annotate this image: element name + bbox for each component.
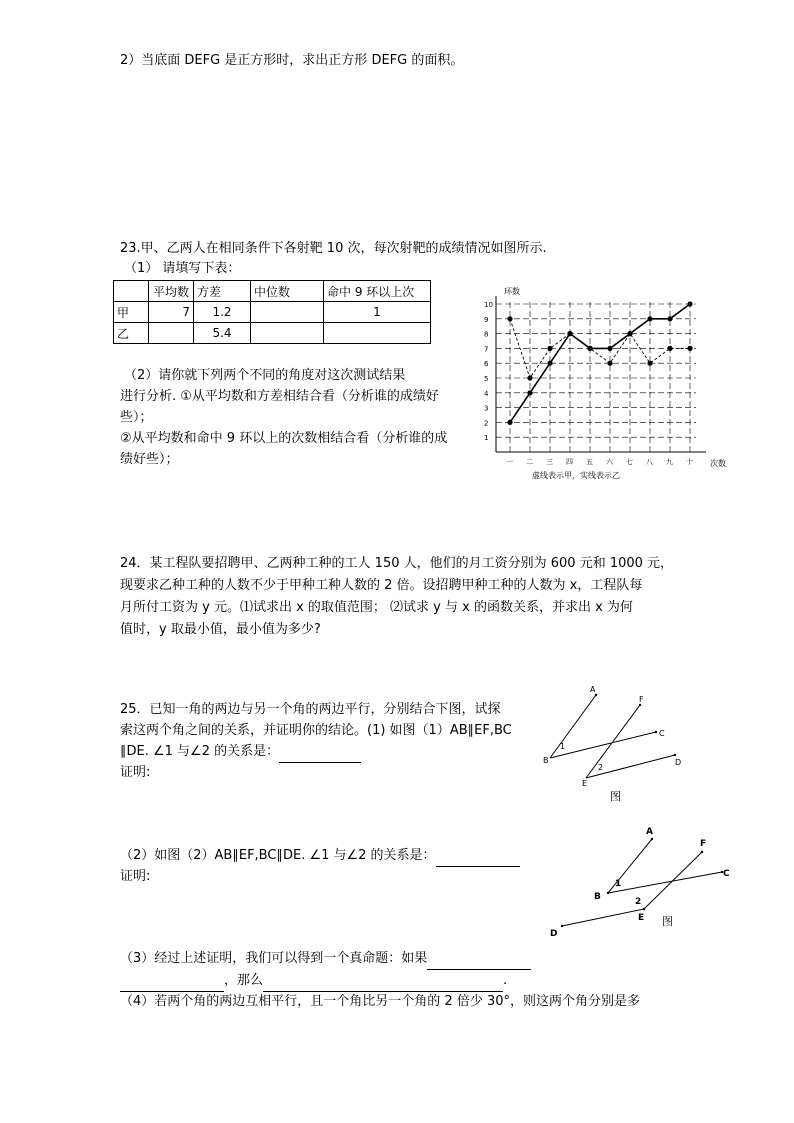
data-point — [507, 420, 512, 425]
q24-line3: 月所付工资为 y 元。⑴试求出 x 的取值范围； ⑵试求 y 与 x 的函数关系，并求出 x 为何 — [120, 600, 633, 615]
y-tick-label: 6 — [484, 360, 489, 369]
point-A-label: A — [646, 827, 653, 837]
q25-line2: 索这两个角之间的关系，并证明你的结论。(1) 如图（1）AB∥EF,BC — [120, 723, 512, 738]
q24-line2: 现要求乙种工种的人数不少于甲种工种人数的 2 倍。设招聘甲种工种的人数为 x，工程队每 — [120, 578, 643, 593]
y-tick-label: 8 — [484, 330, 489, 339]
y-tick-label: 9 — [484, 315, 489, 324]
answer-blank[interactable] — [427, 955, 531, 970]
data-point — [627, 331, 632, 336]
table-cell — [251, 302, 324, 323]
q23-sub2-line1: （2）请你就下列两个不同的角度对这次测试结果 — [124, 368, 406, 383]
answer-blank[interactable] — [436, 852, 520, 867]
point-D-label: D — [550, 929, 558, 939]
table-cell: 1 — [324, 302, 431, 323]
point-D-label: D — [675, 758, 682, 767]
q23-title: 23.甲、乙两人在相同条件下各射靶 10 次，每次射靶的成绩情况如图所示. — [120, 241, 547, 256]
point-E-label: E — [638, 913, 645, 923]
point-F-label: F — [700, 839, 707, 849]
q24-line1: 24．某工程队要招聘甲、乙两种工种的工人 150 人，他们的月工资分别为 600 元和 1000 元， — [120, 556, 674, 571]
data-point — [687, 301, 692, 306]
point-B-label: B — [594, 892, 601, 902]
table-cell — [149, 323, 194, 344]
x-axis-label: 次数 — [710, 459, 726, 468]
ray-EF — [644, 852, 702, 909]
q25-proof1: 证明: — [120, 765, 151, 780]
y-axis-label: 环数 — [504, 287, 520, 296]
table-header-cell: 方差 — [194, 281, 251, 302]
x-tick-label: 二 — [526, 458, 533, 466]
data-point — [687, 346, 692, 351]
y-tick-label: 1 — [484, 434, 489, 443]
point-E-label: E — [582, 779, 588, 788]
table-cell — [324, 323, 431, 344]
table-cell — [251, 323, 324, 344]
data-point — [607, 346, 612, 351]
data-point — [667, 316, 672, 321]
q25-part4: （4）若两个角的两边互相平行，且一个角比另一个角的 2 倍少 30°，则这两个角分别是多 — [120, 994, 640, 1009]
x-tick-label: 七 — [626, 458, 633, 466]
x-tick-label: 一 — [506, 458, 513, 466]
figure-caption: 图 — [610, 790, 621, 803]
q25-line1: 25．已知一角的两边与另一个角的两边平行，分别结合下图，试探 — [120, 702, 501, 717]
y-tick-label: 3 — [484, 404, 489, 413]
angle-2-label: 2 — [635, 897, 642, 907]
table-header-cell — [114, 281, 149, 302]
angle-1-label: 1 — [560, 742, 566, 751]
data-point — [527, 375, 532, 380]
point-C-label: C — [659, 729, 665, 738]
table-header-cell: 平均数 — [149, 281, 194, 302]
q25-figure-1 — [530, 680, 700, 805]
figure-caption: 图 — [662, 915, 673, 928]
point-B-label: B — [543, 756, 549, 765]
q25-part2 — [120, 845, 520, 867]
table-cell: 5.4 — [194, 323, 251, 344]
ray-BC — [608, 872, 722, 893]
answer-blank[interactable] — [279, 748, 361, 763]
angle-1-label: 1 — [615, 879, 622, 889]
table-cell: 7 — [149, 302, 194, 323]
x-tick-label: 四 — [566, 458, 573, 466]
table-row — [114, 302, 431, 323]
answer-blank[interactable] — [120, 977, 224, 992]
y-tick-label: 4 — [484, 389, 489, 398]
data-point — [507, 316, 512, 321]
data-point — [547, 361, 552, 366]
point-C-label: C — [723, 869, 730, 879]
data-point — [547, 346, 552, 351]
x-tick-label: 九 — [666, 458, 673, 466]
q25-proof2: 证明: — [120, 869, 151, 884]
q23-sub2-line4: ②从平均数和命中 9 环以上的次数相结合看（分析谁的成 — [120, 431, 448, 446]
q25-part3-text: （3）经过上述证明，我们可以得到一个真命题：如果 — [120, 951, 428, 966]
x-tick-label: 十 — [686, 458, 693, 466]
x-tick-label: 五 — [586, 458, 593, 466]
ray-EF — [586, 705, 640, 778]
score-line-chart — [470, 282, 740, 487]
table-header-cell: 中位数 — [251, 281, 324, 302]
y-tick-label: 7 — [484, 345, 489, 354]
y-tick-label: 5 — [484, 375, 489, 383]
q25-part3-line1 — [120, 948, 531, 970]
data-point — [567, 331, 572, 336]
x-tick-label: 三 — [546, 458, 553, 466]
data-point — [607, 361, 612, 366]
q25-part3-then: ，那么 — [224, 973, 264, 988]
q24-line4: 值时，y 取最小值，最小值为多少? — [120, 622, 321, 637]
data-point — [587, 346, 592, 351]
q23-sub2-line5: 绩好些）； — [120, 452, 179, 467]
table-row — [114, 323, 431, 344]
q25-part2-text: （2）如图（2）AB∥EF,BC∥DE. ∠1 与∠2 的关系是： — [120, 848, 436, 863]
table-cell: 1.2 — [194, 302, 251, 323]
q23-sub1: （1） 请填写下表： — [124, 261, 241, 276]
table-header-cell: 命中 9 环以上次 — [324, 281, 431, 302]
point-A-label: A — [590, 685, 596, 694]
q23-sub2-line2: 进行分析. ①从平均数和方差相结合看（分析谁的成绩好 — [120, 389, 439, 404]
data-point — [647, 316, 652, 321]
data-point — [647, 361, 652, 366]
table-cell: 甲 — [114, 302, 149, 323]
data-point — [527, 390, 532, 395]
data-point — [667, 346, 672, 351]
q25-line3 — [120, 741, 361, 763]
q25-figure-2 — [540, 822, 740, 942]
score-table — [113, 280, 431, 344]
angle-2-label: 2 — [598, 763, 604, 772]
ray-ED — [562, 909, 644, 926]
table-cell: 乙 — [114, 323, 149, 344]
q23-sub2-line3: 些）； — [120, 410, 153, 425]
chart-caption: 虚线表示甲，实线表示乙 — [532, 471, 620, 480]
q25-part3-line2 — [120, 970, 507, 992]
x-tick-label: 八 — [646, 458, 653, 466]
answer-blank[interactable] — [263, 977, 503, 992]
q25-part3-end: . — [503, 973, 508, 988]
x-tick-label: 六 — [606, 458, 613, 466]
table-header-row — [114, 281, 431, 302]
y-tick-label: 2 — [484, 419, 489, 428]
point-F-label: F — [639, 695, 644, 704]
q22-part2: 2）当底面 DEFG 是正方形时，求出正方形 DEFG 的面积。 — [120, 53, 464, 68]
y-tick-label: 10 — [484, 301, 493, 309]
q25-line3-text: ∥DE. ∠1 与∠2 的关系是： — [120, 744, 280, 759]
